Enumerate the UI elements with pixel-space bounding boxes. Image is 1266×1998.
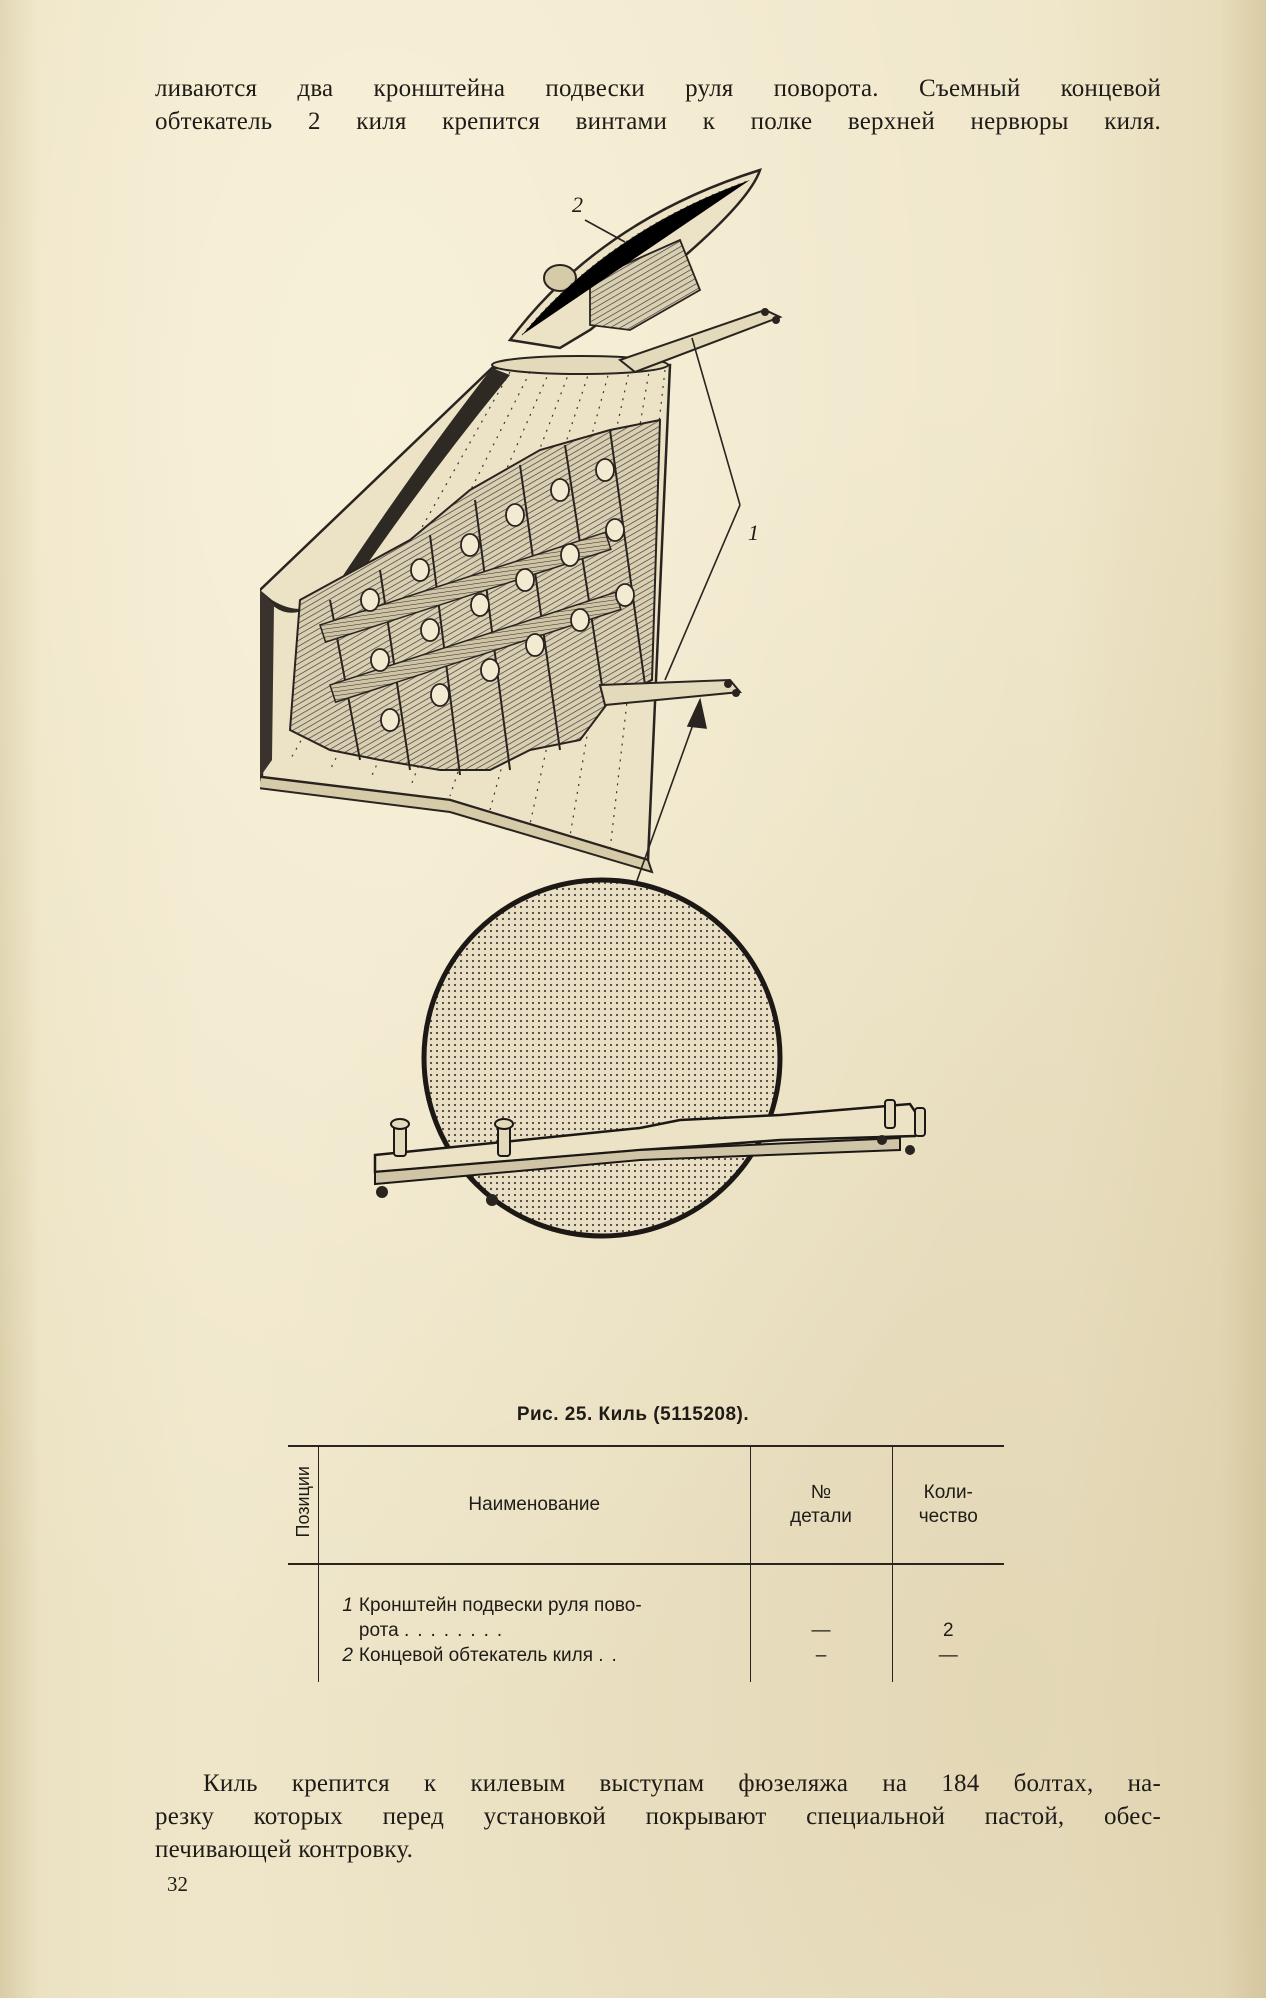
- bottom-paragraph: [155, 1767, 1161, 1866]
- header-quantity: Коли- чество: [892, 1446, 1004, 1564]
- quantity-column: [892, 1564, 1004, 1682]
- header-part-number: № детали: [750, 1446, 892, 1564]
- callout-1: 1: [748, 520, 759, 545]
- table-body-row: [288, 1564, 1004, 1682]
- row-1-name-continued: рота ........: [358, 1620, 511, 1641]
- tip-fairing: [510, 170, 760, 348]
- bottom-paragraph-line-2: резку которых перед установкой покрывают специальной пастой, обес-: [155, 1803, 1161, 1830]
- header-position: Позиции: [288, 1446, 318, 1564]
- row-1-quantity: 2: [942, 1620, 954, 1641]
- fin-figure: [260, 160, 1040, 1370]
- lower-hinge-bracket: [600, 680, 740, 705]
- row-2-part-number: –: [815, 1645, 827, 1666]
- row-1-part-number: —: [811, 1620, 831, 1641]
- callout-2: 2: [572, 192, 583, 217]
- detail-magnifier: [375, 880, 925, 1236]
- fin-body: [260, 365, 670, 872]
- row-2-quantity: —: [938, 1645, 958, 1666]
- part-number-column: [750, 1564, 892, 1682]
- name-column: [318, 1564, 750, 1682]
- header-name: Наименование: [318, 1446, 750, 1564]
- top-paragraph-line-1: ливаются два кронштейна подвески руля поворота. Съемный концевой: [155, 75, 1161, 102]
- parts-table: [288, 1445, 1004, 1682]
- table-header-row: [288, 1446, 1004, 1564]
- row-2-name: 2 Концевой обтекатель киля ..: [342, 1645, 625, 1666]
- top-paragraph-line-2: обтекатель 2 киля крепится винтами к полке верхней нервюры киля.: [155, 108, 1161, 135]
- bottom-paragraph-line-3: печивающей контровку.: [155, 1836, 414, 1863]
- top-paragraph: [155, 72, 1161, 138]
- row-1-name: 1 Кронштейн подвески руля пово-: [342, 1595, 642, 1616]
- figure-caption: Рис. 25. Киль (5115208).: [516, 1404, 750, 1425]
- bottom-paragraph-line-1: Киль крепится к килевым выступам фюзеляжа на 184 болтах, на-: [203, 1770, 1161, 1797]
- page-number: 32: [167, 1872, 188, 1896]
